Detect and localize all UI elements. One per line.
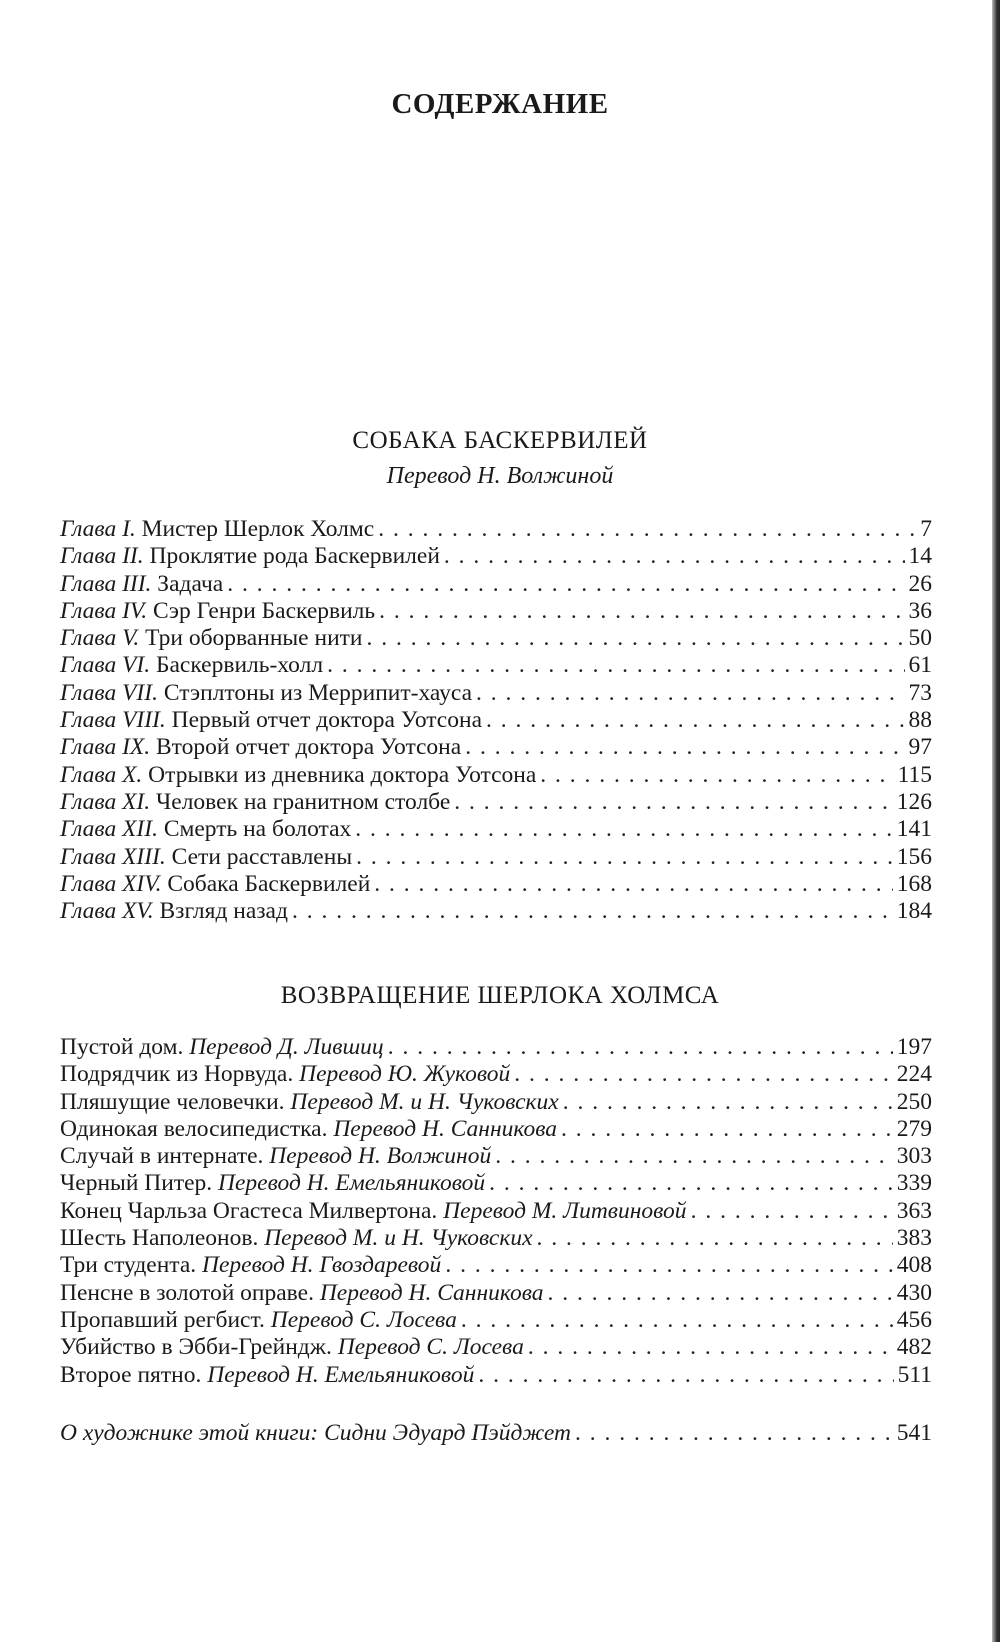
toc-afterword [60,1420,932,1447]
dot-leader [528,1334,893,1361]
page-number: 61 [908,652,932,679]
entry-translator: Перевод Н. Емельяниковой [207,1361,475,1388]
chapter-label: Глава XII. [60,816,158,843]
page-number: 482 [896,1334,932,1361]
page-number: 303 [896,1143,932,1170]
page-number: 184 [896,898,932,925]
dot-leader [461,1307,893,1334]
chapter-label: Глава X. [60,761,143,788]
dot-leader [454,789,893,816]
entry-text [60,1170,485,1197]
entry-text [60,734,461,761]
chapter-label: Глава XIV. [60,870,162,897]
page-number: 141 [896,816,932,843]
entry-translator: Перевод М. и Н. Чуковских [264,1225,533,1252]
toc-entry[interactable] [60,844,932,871]
chapter-label: Глава I. [60,516,136,542]
entry-text [60,1334,524,1361]
entry-translator: Перевод Н. Волжиной [269,1143,492,1170]
entry-title: Три оборванные нити [145,625,363,652]
dot-leader [388,1034,893,1061]
dot-leader [378,516,916,543]
entry-text [60,1225,533,1252]
entry-text [60,762,536,789]
entry-text [60,625,363,652]
dot-leader [476,680,904,707]
page-number: 541 [896,1420,932,1446]
toc-entry[interactable] [60,1143,932,1170]
entry-text [60,543,440,570]
entry-translator: Перевод Ю. Жуковой [299,1061,511,1088]
toc-entry[interactable] [60,598,932,625]
entry-translator: Перевод М. и Н. Чуковских [290,1088,559,1115]
entry-title: Пропавший регбист. [60,1306,265,1333]
entry-text [60,1198,687,1225]
toc-entry[interactable] [60,1198,932,1225]
entry-title: Сети расставлены [171,843,353,870]
entry-title: Пенсне в золотой оправе. [60,1279,314,1306]
entry-translator: Перевод Д. Лившиц [189,1034,384,1060]
toc-entry[interactable] [60,571,932,598]
entry-title: Черный Питер. [60,1170,213,1197]
dot-leader [355,816,892,843]
toc-entry[interactable] [60,1252,932,1279]
page-title: СОДЕРЖАНИЕ [391,88,609,120]
dot-leader [374,871,892,898]
entry-title: Шесть Наполеонов. [60,1225,259,1252]
dot-leader [489,1170,893,1197]
entry-title: Взгляд назад [159,898,288,925]
entry-text [60,707,482,734]
page-number: 339 [896,1170,932,1197]
dot-leader [356,844,893,871]
entry-text [60,1362,474,1389]
entry-title: Стэплтоны из Меррипит-хауса [163,679,473,706]
entry-text [60,871,370,898]
toc-entry[interactable] [60,1334,932,1361]
dot-leader [537,1225,893,1252]
dot-leader [691,1198,893,1225]
page-number: 115 [897,761,932,788]
entry-text [60,844,352,871]
entry-text [60,1252,441,1279]
page-number: 279 [896,1115,932,1142]
toc-entry[interactable] [60,707,932,734]
entry-translator: Перевод С. Лосева [270,1306,457,1333]
entry-title: Задача [157,570,224,597]
entry-translator: Перевод Н. Санникова [333,1115,558,1142]
entry-translator: Перевод М. Литвиновой [443,1197,687,1224]
entry-title: Отрывки из дневника доктора Уотсона [148,761,537,788]
page-number: 363 [896,1197,932,1224]
toc-entry[interactable] [60,1034,932,1061]
dot-leader [445,1252,892,1279]
section-heading-return: ВОЗВРАЩЕНИЕ ШЕРЛОКА ХОЛМСА [280,982,720,1009]
toc-entry[interactable] [60,762,932,789]
toc-entry[interactable] [60,1061,932,1088]
page-number: 14 [908,543,932,570]
entry-text [60,652,323,679]
entry-text [60,516,374,543]
entry-text [60,816,351,843]
entry-translator: Перевод Н. Гвоздаревой [202,1252,442,1279]
entry-title: Мистер Шерлок Холмс [141,516,375,542]
toc-entry[interactable] [60,1362,932,1389]
page-number: 430 [896,1279,932,1306]
page-number: 250 [896,1088,932,1115]
entry-title: Проклятие рода Баскервилей [149,543,440,570]
entry-title: Второй отчет доктора Уотсона [156,734,462,761]
entry-title: Одинокая велосипедистка. [60,1115,328,1142]
dot-leader [540,762,893,789]
entry-title: Три студента. [60,1252,197,1279]
page-number: 126 [896,788,932,815]
chapter-label: Глава IX. [60,734,151,761]
dot-leader [495,1143,893,1170]
entry-text [60,571,223,598]
scan-edge [992,0,1000,1642]
entry-title: Убийство в Эбби-Грейндж. [60,1334,332,1361]
entry-text [60,1034,384,1061]
entry-text [60,680,472,707]
toc-entry[interactable] [60,1420,932,1447]
chapter-label: Глава V. [60,625,140,652]
dot-leader [292,898,893,925]
toc-entry[interactable] [60,816,932,843]
entry-title: Собака Баскервилей [167,870,371,897]
chapter-label: Глава VI. [60,652,151,679]
page-number: 73 [908,679,932,706]
entry-title: Подрядчик из Норвуда. [60,1061,294,1088]
dot-leader [563,1089,893,1116]
toc-entry[interactable] [60,789,932,816]
entry-text [60,1061,510,1088]
entry-text [60,1116,557,1143]
entry-title: Конец Чарльза Огастеса Милвертона. [60,1197,438,1224]
dot-leader [379,598,904,625]
dot-leader [444,543,905,570]
toc-entry[interactable] [60,625,932,652]
dot-leader [367,625,905,652]
entry-text [60,1089,559,1116]
page-number: 156 [896,843,932,870]
toc-entry[interactable] [60,734,932,761]
entry-title: Человек на гранитном столбе [156,788,451,815]
page-number: 168 [896,870,932,897]
section-translator: Перевод Н. Волжиной [386,463,614,489]
dot-leader [227,571,904,598]
toc-list-return [60,1034,932,1389]
entry-title: О художнике этой книги: Сидни Эдуард Пэйджет [60,1420,571,1446]
toc-entry[interactable] [60,1225,932,1252]
page-number: 7 [920,516,932,542]
entry-title: Сэр Генри Баскервиль [152,597,376,624]
toc-entry[interactable] [60,871,932,898]
entry-text [60,898,288,925]
page-number: 383 [896,1225,932,1252]
page-number: 26 [908,570,932,597]
entry-title: Пустой дом. [60,1034,184,1060]
page-number: 36 [908,597,932,624]
toc-entry[interactable] [60,516,932,543]
dot-leader [327,652,904,679]
toc-entry[interactable] [60,1307,932,1334]
chapter-label: Глава VIII. [60,707,166,734]
page-number: 224 [896,1061,932,1088]
entry-title: Второе пятно. [60,1361,202,1388]
dot-leader [548,1280,893,1307]
entry-title: Случай в интернате. [60,1143,264,1170]
page-number: 97 [908,734,932,761]
toc-entry[interactable] [60,1280,932,1307]
toc-entry[interactable] [60,680,932,707]
entry-text [60,1280,544,1307]
toc-entry[interactable] [60,898,932,925]
entry-translator: Перевод С. Лосева [337,1334,524,1361]
entry-title: Смерть на болотах [163,816,352,843]
toc-entry[interactable] [60,1116,932,1143]
entry-translator: Перевод Н. Санникова [319,1279,544,1306]
dot-leader [561,1116,893,1143]
chapter-label: Глава VII. [60,679,158,706]
toc-entry[interactable] [60,543,932,570]
chapter-label: Глава IV. [60,597,148,624]
page-number: 197 [896,1034,932,1060]
page-number: 50 [908,625,932,652]
chapter-label: Глава XI. [60,788,151,815]
toc-entry[interactable] [60,652,932,679]
dot-leader [465,734,904,761]
chapter-label: Глава III. [60,570,152,597]
chapter-label: Глава II. [60,543,144,570]
chapter-label: Глава XIII. [60,843,166,870]
dot-leader [478,1362,893,1389]
page-number: 408 [896,1252,932,1279]
entry-text [60,598,375,625]
entry-title: Пляшущие человечки. [60,1088,285,1115]
section-heading-baskervilles: СОБАКА БАСКЕРВИЛЕЙ [352,427,648,454]
page-number: 511 [897,1361,932,1388]
entry-title: Первый отчет доктора Уотсона [171,707,482,734]
page-number: 88 [908,707,932,734]
toc-entry[interactable] [60,1089,932,1116]
entry-translator: Перевод Н. Емельяниковой [218,1170,486,1197]
entry-title: Баскервиль-холл [156,652,324,679]
chapter-label: Глава XV. [60,898,154,925]
dot-leader [575,1420,893,1447]
toc-list-baskervilles [60,516,932,925]
entry-text [60,1307,457,1334]
entry-text [60,789,450,816]
toc-entry[interactable] [60,1170,932,1197]
page-number: 456 [896,1306,932,1333]
entry-text [60,1143,491,1170]
dot-leader [486,707,905,734]
dot-leader [514,1061,892,1088]
